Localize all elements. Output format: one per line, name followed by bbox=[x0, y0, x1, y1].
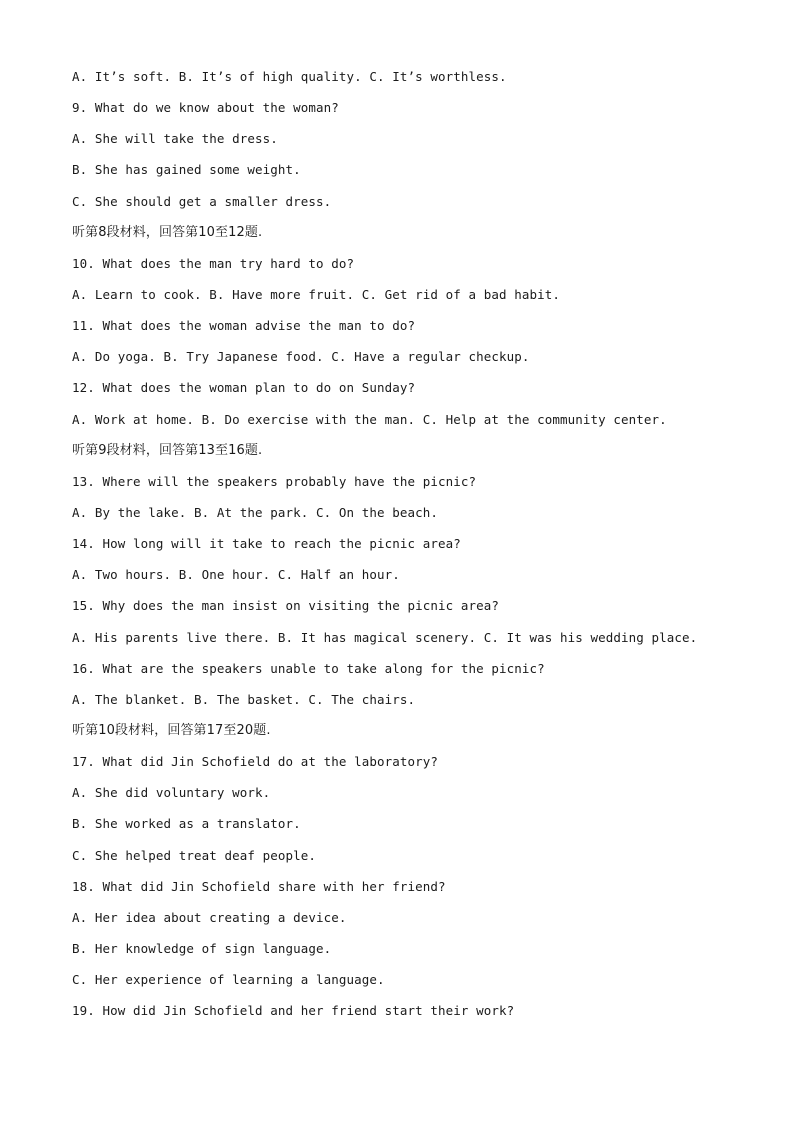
document-page bbox=[72, 67, 762, 1032]
question-9: 9. What do we know about the woman? bbox=[72, 100, 339, 116]
question-16: 16. What are the speakers unable to take along for the picnic? bbox=[72, 660, 545, 676]
answer-options-q11: A. Do yoga. B. Try Japanese food. C. Have a regular checkup. bbox=[72, 349, 530, 365]
question-14: 14. How long will it take to reach the picnic area? bbox=[72, 536, 461, 552]
answer-options-q15: A. His parents live there. B. It has magical scenery. C. It was his wedding place. bbox=[72, 629, 698, 645]
answer-options-q13: A. By the lake. B. At the park. C. On the beach. bbox=[72, 504, 439, 520]
answer-options-q16: A. The blanket. B. The basket. C. The chairs. bbox=[72, 691, 416, 707]
question-12: 12. What does the woman plan to do on Sunday? bbox=[72, 380, 416, 396]
section-heading-passage-10: 听第10段材料，回答第17至20题. bbox=[72, 722, 271, 738]
question-19: 19. How did Jin Schofield and her friend start their work? bbox=[72, 1003, 515, 1019]
question-13: 13. Where will the speakers probably have the picnic? bbox=[72, 473, 477, 489]
question-15: 15. Why does the man insist on visiting the picnic area? bbox=[72, 598, 500, 614]
question-17: 17. What did Jin Schofield do at the laboratory? bbox=[72, 754, 439, 770]
option-18a: A. Her idea about creating a device. bbox=[72, 909, 347, 925]
option-9b: B. She has gained some weight. bbox=[72, 162, 301, 178]
option-18b: B. Her knowledge of sign language. bbox=[72, 940, 332, 956]
option-17c: C. She helped treat deaf people. bbox=[72, 847, 317, 863]
answer-options-q8: A. It’s soft. B. It’s of high quality. C. It’s worthless. bbox=[72, 69, 507, 84]
question-18: 18. What did Jin Schofield share with her friend? bbox=[72, 878, 446, 894]
answer-options-q10: A. Learn to cook. B. Have more fruit. C. Get rid of a bad habit. bbox=[72, 286, 561, 302]
answer-options-q14: A. Two hours. B. One hour. C. Half an hour. bbox=[72, 567, 400, 583]
option-18c: C. Her experience of learning a language. bbox=[72, 972, 385, 988]
option-17a: A. She did voluntary work. bbox=[72, 785, 271, 801]
option-9c: C. She should get a smaller dress. bbox=[72, 193, 332, 209]
section-heading-passage-8: 听第8段材料，回答第10至12题. bbox=[72, 224, 263, 240]
question-10: 10. What does the man try hard to do? bbox=[72, 255, 355, 271]
question-11: 11. What does the woman advise the man to do? bbox=[72, 318, 416, 334]
option-17b: B. She worked as a translator. bbox=[72, 816, 301, 832]
option-9a: A. She will take the dress. bbox=[72, 131, 278, 147]
section-heading-passage-9: 听第9段材料，回答第13至16题. bbox=[72, 442, 263, 458]
answer-options-q12: A. Work at home. B. Do exercise with the man. C. Help at the community center. bbox=[72, 411, 667, 427]
